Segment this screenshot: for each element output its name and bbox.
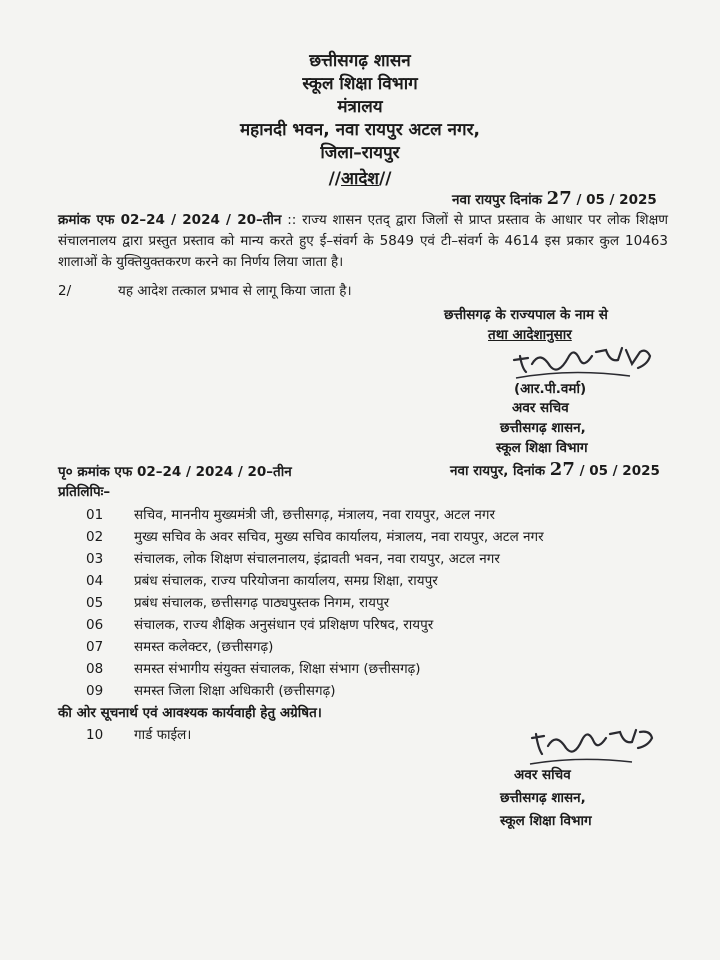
order-paragraph-1: [58, 210, 668, 273]
endorsement-date-prefix: नवा रायपुर, दिनांक: [450, 463, 546, 479]
signature1-org1: छत्तीसगढ़ शासन,: [500, 420, 586, 436]
endorsement-date-day: 27: [549, 459, 575, 480]
header-address: महानदी भवन, नवा रायपुर अटल नगर,: [240, 120, 480, 140]
list-item: 04 प्रबंध संचालक, राज्य परियोजना कार्यालय, समग्र शिक्षा, रायपुर: [86, 573, 438, 589]
order-paragraph-2-number: 2/: [58, 283, 72, 299]
endorsement-date-rest: / 05 / 2025: [579, 463, 660, 479]
list-item: 05 प्रबंध संचालक, छत्तीसगढ़ पाठ्यपुस्तक निगम, रायपुर: [86, 595, 390, 611]
header-ministry: मंत्रालय: [337, 97, 383, 117]
signature1-designation: अवर सचिव: [512, 400, 569, 416]
header-district: जिला–रायपुर: [320, 143, 400, 163]
order-paragraph-1-text: :: राज्य शासन एतद् द्वारा जिलों से प्राप्त प्रस्ताव के आधार पर लोक शिक्षण संचालनालय द्वारा प्रस्तुत प्रस्ताव को मान्य करते हुए ई–संवर्ग के 5849 एवं टी–संवर्ग के 4614 इस प्रकार कुल 10463 शालाओं के युक्तियुक्तकरण करने का निर्णय लिया जाता है।: [58, 212, 669, 270]
header-department: स्कूल शिक्षा विभाग: [302, 74, 418, 94]
signature2-handwritten: [528, 722, 658, 772]
signature2-org2: स्कूल शिक्षा विभाग: [500, 813, 592, 829]
list-item: 03 संचालक, लोक शिक्षण संचालनालय, इंद्रावती भवन, नवा रायपुर, अटल नगर: [86, 551, 500, 567]
order-date-prefix: नवा रायपुर दिनांक: [452, 192, 542, 208]
copy-label: प्रतिलिपिः–: [58, 484, 111, 500]
header-government: छत्तीसगढ़ शासन: [309, 51, 411, 71]
order-paragraph-2-text: यह आदेश तत्काल प्रभाव से लागू किया जाता है।: [118, 283, 352, 299]
order-title: [0, 168, 720, 190]
order-date: [452, 190, 657, 209]
endorsement-date: [450, 461, 660, 480]
list-item: 10 गार्ड फाईल।: [86, 727, 192, 743]
signature1-line1: छत्तीसगढ़ के राज्यपाल के नाम से: [444, 307, 608, 323]
order-title-suffix: //: [378, 169, 392, 189]
list-item: 07 समस्त कलेक्टर, (छत्तीसगढ़): [86, 639, 274, 655]
list-item: 09 समस्त जिला शिक्षा अधिकारी (छत्तीसगढ़): [86, 683, 336, 699]
list-item: 08 समस्त संभागीय संयुक्त संचालक, शिक्षा संभाग (छत्तीसगढ़): [86, 661, 421, 677]
signature1-org2: स्कूल शिक्षा विभाग: [496, 440, 588, 456]
list-item: 01 सचिव, माननीय मुख्यमंत्री जी, छत्तीसगढ़, मंत्रालय, नवा रायपुर, अटल नगर: [86, 507, 496, 523]
signature1-name: (आर.पी.वर्मा): [514, 381, 587, 397]
list-item: 02 मुख्य सचिव के अवर सचिव, मुख्य सचिव कार्यालय, मंत्रालय, नवा रायपुर, अटल नगर: [86, 529, 544, 545]
signature1-handwritten: [510, 338, 660, 386]
endorsement-reference: पृ० क्रमांक एफ 02–24 / 2024 / 20–तीन: [58, 464, 292, 480]
order-reference: क्रमांक एफ 02–24 / 2024 / 20–तीन: [58, 212, 282, 228]
signature2-designation: अवर सचिव: [514, 767, 571, 783]
order-date-rest: / 05 / 2025: [576, 192, 657, 208]
list-item: 06 संचालक, राज्य शैक्षिक अनुसंधान एवं प्रशिक्षण परिषद, रायपुर: [86, 617, 434, 633]
signature1-line2: तथा आदेशानुसार: [488, 327, 572, 343]
signature2-org1: छत्तीसगढ़ शासन,: [500, 790, 586, 806]
order-title-text: आदेश: [341, 169, 379, 189]
order-date-day: 27: [546, 188, 572, 209]
order-title-prefix: //: [328, 169, 342, 189]
forward-note: की ओर सूचनार्थ एवं आवश्यक कार्यवाही हेतु अग्रेषित।: [58, 705, 322, 721]
